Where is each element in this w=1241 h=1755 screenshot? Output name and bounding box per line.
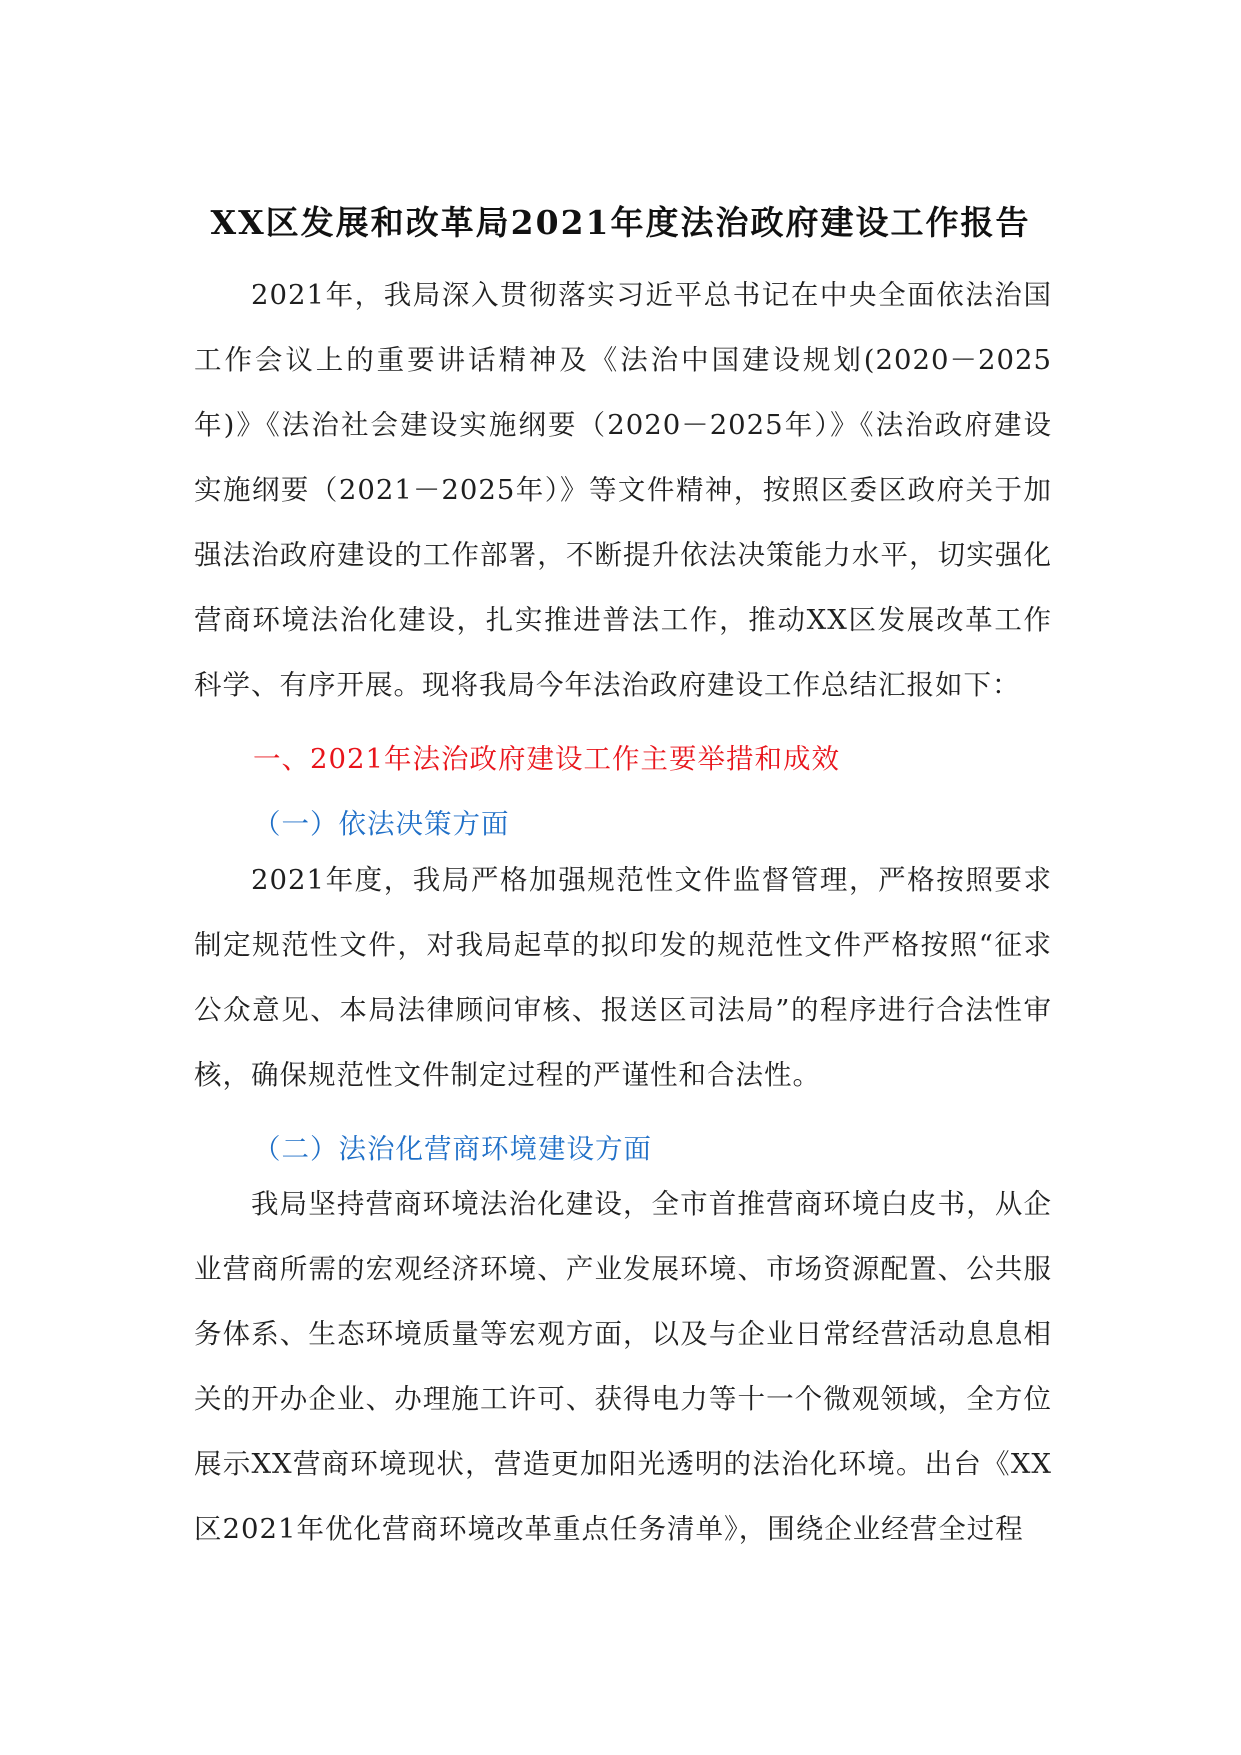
subsection-1-paragraph: 2021年度，我局严格加强规范性文件监督管理，严格按照要求制定规范性文件，对我局起草的拟印发的规范性文件严格按照“征求公众意见、本局法律顾问审核、报送区司法局”的程序进行合法性审核，确保规范性文件制定过程的严谨性和合法性。 bbox=[194, 864, 1052, 1091]
subsection-heading-1: （一）依法决策方面 bbox=[253, 808, 510, 840]
document-title: XX区发展和改革局2021年度法治政府建设工作报告 bbox=[210, 203, 1031, 242]
subsection-heading-2: （二）法治化营商环境建设方面 bbox=[253, 1133, 652, 1165]
section-heading-1: 一、2021年法治政府建设工作主要举措和成效 bbox=[253, 743, 840, 775]
intro-paragraph: 2021年，我局深入贯彻落实习近平总书记在中央全面依法治国工作会议上的重要讲话精神及《法治中国建设规划(2020－2025年)》《法治社会建设实施纲要（2020－2025年）》《法治政府建设实施纲要（2021－2025年）》等文件精神，按照区委区政府关于加强法治政府建设的工作部署，不断提升依法决策能力水平，切实强化营商环境法治化建设，扎实推进普法工作，推动XX区发展改革工作科学、有序开展。现将我局今年法治政府建设工作总结汇报如下： bbox=[194, 279, 1052, 701]
subsection-2-paragraph: 我局坚持营商环境法治化建设，全市首推营商环境白皮书，从企业营商所需的宏观经济环境、产业发展环境、市场资源配置、公共服务体系、生态环境质量等宏观方面，以及与企业日常经营活动息息相关的开办企业、办理施工许可、获得电力等十一个微观领域，全方位展示XX营商环境现状，营造更加阳光透明的法治化环境。出台《XX区2021年优化营商环境改革重点任务清单》，围绕企业经营全过程 bbox=[194, 1188, 1052, 1545]
